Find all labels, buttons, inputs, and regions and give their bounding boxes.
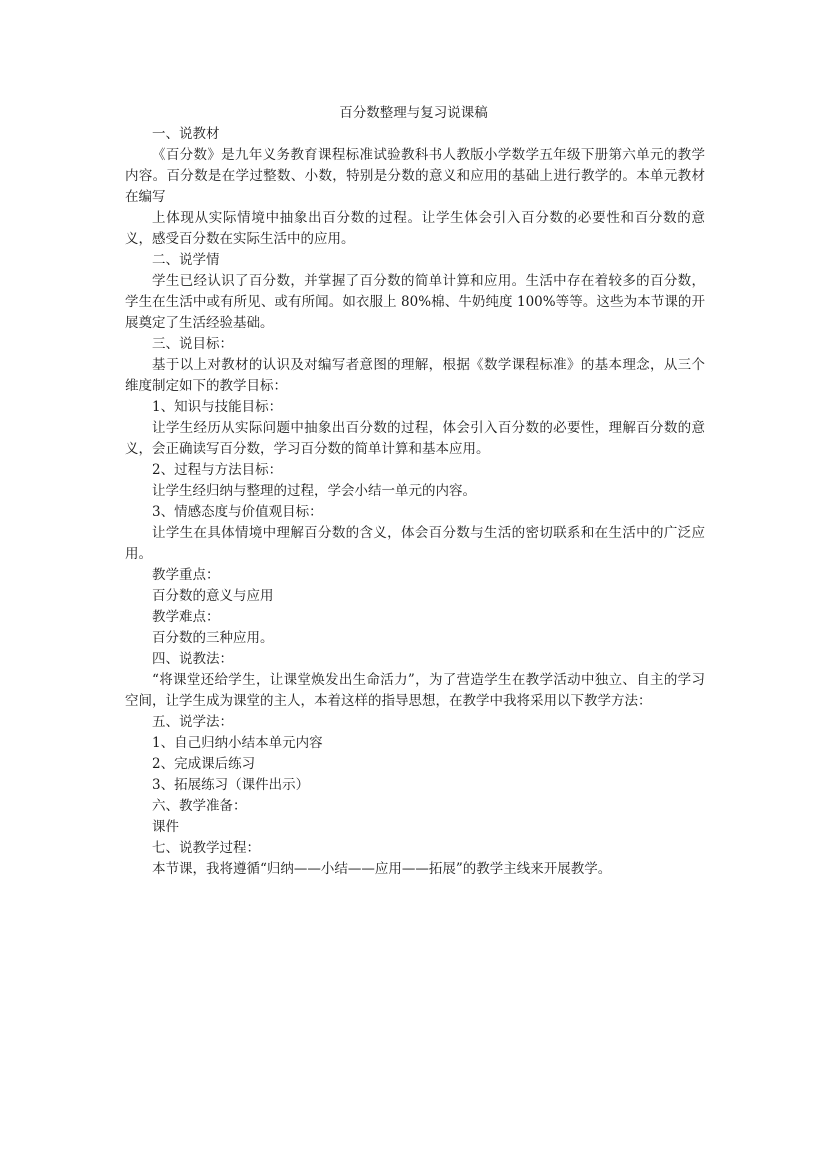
paragraph: 2、过程与方法目标： — [152, 462, 283, 478]
paragraph: 3、拓展练习（课件出示） — [152, 777, 310, 793]
paragraph: 六、教学准备： — [152, 798, 247, 814]
paragraph: 让学生经历从实际问题中抽象出百分数的过程，体会引入百分数的必要性，理解百分数的意义，会正确读写百分数，学习百分数的简单计算和基本应用。 — [125, 420, 705, 457]
paragraph: 1、自己归纳小结本单元内容 — [152, 735, 323, 751]
paragraph: 2、完成课后练习 — [152, 756, 256, 772]
paragraph: 3、情感态度与价值观目标： — [152, 504, 323, 520]
document-body — [125, 124, 705, 880]
paragraph: 本节课，我将遵循“归纳——小结——应用——拓展”的教学主线来开展教学。 — [152, 861, 612, 877]
paragraph: 1、知识与技能目标： — [152, 399, 283, 415]
paragraph: 课件 — [152, 819, 179, 835]
paragraph: 教学难点： — [152, 609, 220, 625]
paragraph: 让学生在具体情境中理解百分数的含义，体会百分数与生活的密切联系和在生活中的广泛应用。 — [125, 525, 705, 562]
paragraph: 五、说学法： — [152, 714, 233, 730]
paragraph: 七、说教学过程： — [152, 840, 260, 856]
paragraph: 基于以上对教材的认识及对编写者意图的理解，根据《数学课程标准》的基本理念，从三个维度制定如下的教学目标： — [125, 357, 705, 394]
paragraph: 《百分数》是九年义务教育课程标准试验教科书人教版小学数学五年级下册第六单元的教学内容。百分数是在学过整数、小数，特别是分数的意义和应用的基础上进行教学的。本单元教材在编写 — [125, 147, 705, 205]
paragraph: 教学重点： — [152, 567, 220, 583]
paragraph: 百分数的三种应用。 — [152, 630, 274, 646]
paragraph: “将课堂还给学生，让课堂焕发出生命活力”，为了营造学生在教学活动中独立、自主的学习空间，让学生成为课堂的主人，本着这样的指导思想，在教学中我将采用以下教学方法： — [125, 672, 705, 709]
paragraph: 百分数的意义与应用 — [152, 588, 274, 604]
document-title: 百分数整理与复习说课稿 — [339, 105, 488, 121]
paragraph: 让学生经归纳与整理的过程，学会小结一单元的内容。 — [152, 483, 476, 499]
paragraph: 学生已经认识了百分数，并掌握了百分数的简单计算和应用。生活中存在着较多的百分数，学生在生活中或有所见、或有所闻。如衣服上 80%棉、牛奶纯度 100%等等。这些为本节课的开展奠定了生活经验基础。 — [125, 273, 705, 331]
paragraph: 一、说教材 — [152, 126, 220, 142]
paragraph: 上体现从实际情境中抽象出百分数的过程。让学生体会引入百分数的必要性和百分数的意义，感受百分数在实际生活中的应用。 — [125, 210, 705, 247]
paragraph: 四、说教法： — [152, 651, 233, 667]
paragraph: 三、说目标： — [152, 336, 233, 352]
paragraph: 二、说学情 — [152, 252, 220, 268]
